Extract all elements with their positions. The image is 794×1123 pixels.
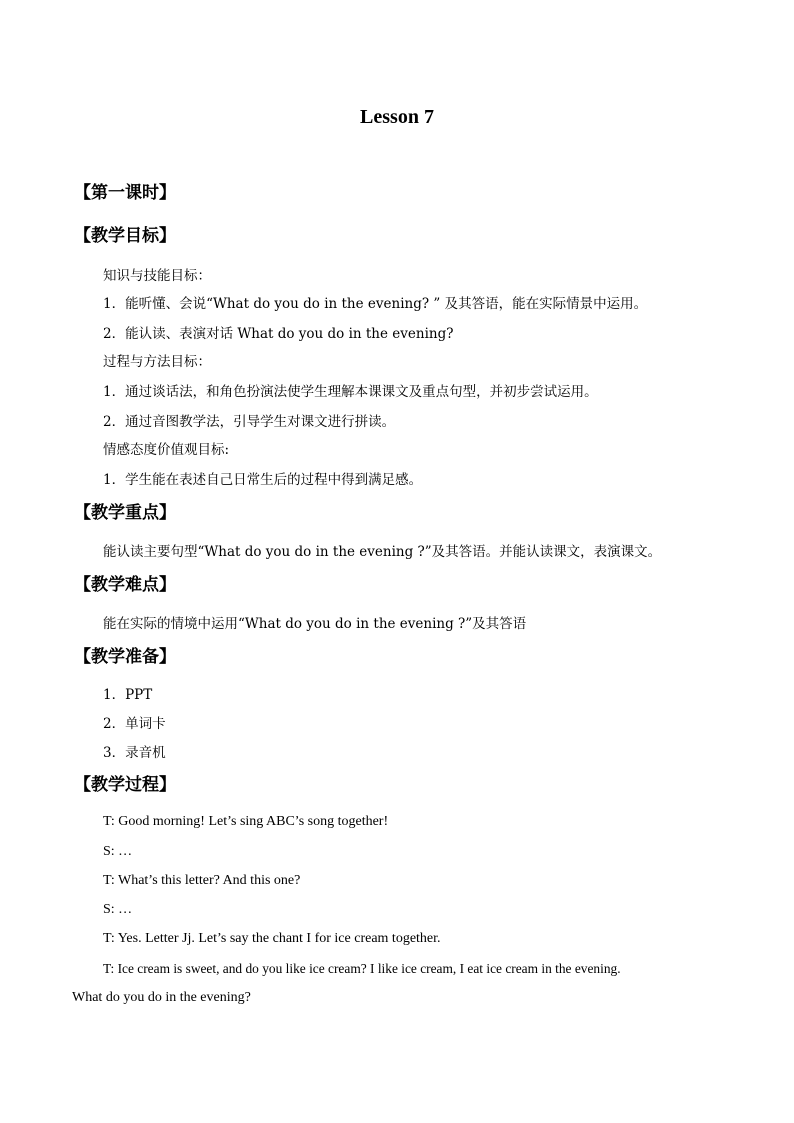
objective-emotion-label: 情感态度价值观目标: (103, 442, 230, 458)
process-line: T: What’s this letter? And this one? (103, 873, 301, 888)
document-title: Lesson 7 (360, 106, 434, 128)
process-line: T: Yes. Letter Jj. Let’s say the chant I for ice cream together. (103, 931, 441, 946)
preparation-item: 2．单词卡 (103, 716, 166, 732)
key-point-text: 能认读主要句型“What do you do in the evening ?”及其答语。并能认读课文，表演课文。 (103, 544, 662, 560)
preparation-item: 1．PPT (103, 687, 153, 703)
objective-emotion-1: 1．学生能在表述自己日常生后的过程中得到满足感。 (103, 472, 423, 488)
preparation-item: 3．录音机 (103, 745, 166, 761)
objective-knowledge-1: 1．能听懂、会说“What do you do in the evening? ” 及其答语，能在实际情景中运用。 (103, 296, 648, 312)
objective-process-1: 1．通过谈话法，和角色扮演法使学生理解本课课文及重点句型，并初步尝试运用。 (103, 384, 598, 400)
objective-knowledge-label: 知识与技能目标： (103, 268, 211, 284)
heading-objectives: 【教学目标】 (74, 226, 176, 246)
heading-preparation: 【教学准备】 (74, 647, 176, 667)
heading-first-lesson: 【第一课时】 (74, 183, 176, 203)
objective-process-2: 2．通过音图教学法，引导学生对课文进行拼读。 (103, 414, 396, 430)
process-line: T: Good morning! Let’s sing ABC’s song together! (103, 814, 389, 829)
objective-knowledge-2: 2．能认读、表演对话 What do you do in the evening? (103, 326, 454, 342)
process-line: T: Ice cream is sweet, and do you like ice cream? I like ice cream, I eat ice cream in the evening. (103, 961, 621, 976)
process-line: What do you do in the evening? (72, 990, 251, 1005)
process-line: S: … (103, 902, 133, 917)
heading-difficulty: 【教学难点】 (74, 575, 176, 595)
difficulty-text: 能在实际的情境中运用“What do you do in the evening ?”及其答语 (103, 616, 527, 632)
heading-key-point: 【教学重点】 (74, 503, 176, 523)
heading-process: 【教学过程】 (74, 775, 176, 795)
objective-process-label: 过程与方法目标： (103, 354, 211, 370)
process-line: S: … (103, 844, 133, 859)
